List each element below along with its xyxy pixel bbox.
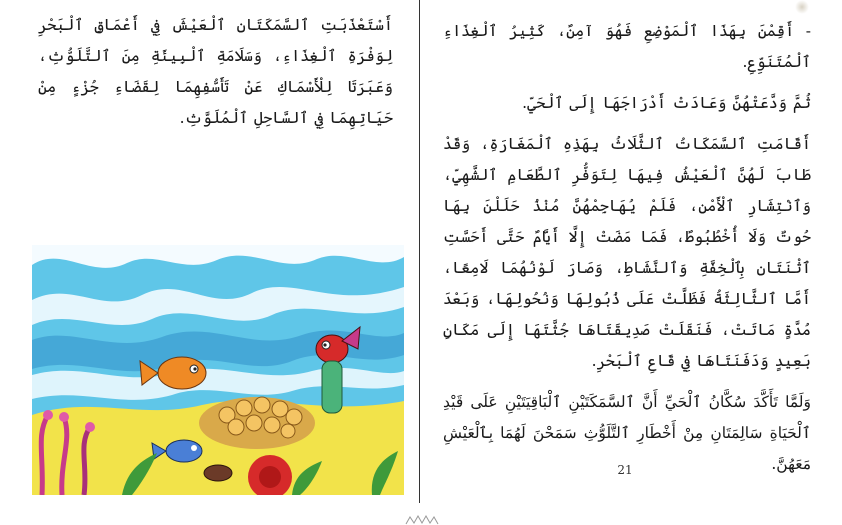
right-paragraph-3: أَقَامَتِ ٱلسَّمَكَاتُ ٱلثَّلَاثُ بِهَذِهِ ٱلْمَغَارَةِ، وَقَدْ طَابَ لَهُنَّ ٱلْعَيْشُ فِيهَا لِتَوَفُّرِ ٱلطَّعَامِ ٱلشَّهِيِّ، وَٱنْتِشَارِ ٱلْأَمْنِ، فَلَمْ يُهَاجِمْهُنَّ مُنْذُ حَلَلْنَ بِهَا حُوتٌ وَلَا أُخْطُبُوطٌ، فَمَا مَضَتْ إِلَّا أَيَّامٌ حَتَّى أَحَسَّتِ ٱثْنَتَانِ بِٱلْخِفَّةِ وَٱلنَّشَاطِ، وَصَارَ لَوْنُهُمَا لَامِعًا، أَمَّا ٱلثَّالِثَةُ فَظَلَّتْ عَلَى ذُبُولِهَا وَنُحُولِهَا، وَبَعْدَ مُدَّةٍ مَاتَتْ، فَنَقَلَتْ صَدِيقَتَاهَا جُثَّتَهَا إِلَى مَكَانٍ بَعِيدٍ وَدَفَنَتَاهَا فِي قَاعِ ٱلْبَحْرِ. xyxy=(443,135,811,370)
right-page-text xyxy=(443,16,811,480)
ornament-icon xyxy=(402,514,442,525)
dark-fish xyxy=(204,465,232,481)
sea-illustration xyxy=(32,245,404,495)
right-paragraph-1: - أَقِمْنَ بِهَذَا ٱلْمَوْضِعِ فَهُوَ آمِنٌ، كَثِيرُ ٱلْغِذَاءِ ٱلْمُتَنَوِّعِ. xyxy=(443,22,811,71)
sea-illustration-svg xyxy=(32,245,404,495)
right-paragraph-2: ثُمَّ وَدَّعَتْهُنَّ وَعَادَتْ أَدْرَاجَهَا إِلَى ٱلْحَيِّ. xyxy=(522,94,811,112)
left-paragraph-1: أَسْتَعْذَبَتِ ٱلسَّمَكَتَانِ ٱلْعَيْشَ فِي أَعْمَاقِ ٱلْبَحْرِ لِوَفْرَةِ ٱلْغِذَاءِ، وَسَلَامَةِ ٱلْبِيئَةِ مِنَ ٱلتَّلَوُّثِ، وَعَبَرَتَا لِلْأَسْمَاكِ عَنْ تَأَسُّفِهِمَا لِقَضَاءِ جُزْءٍ مِنْ حَيَاتِهِمَا فِي ٱلسَّاحِلِ ٱلْمُلَوَّثِ. xyxy=(38,16,393,127)
page-gutter xyxy=(419,0,420,503)
page-number: 21 xyxy=(617,463,633,477)
right-paragraph-4: وَلَمَّا تَأَكَّدَ سُكَّانُ ٱلْحَيِّ أَنَّ ٱلسَّمَكَتَيْنِ ٱلْبَاقِيَتَيْنِ عَلَى قَيْدِ ٱلْحَيَاةِ سَالِمَتَانِ مِنْ أَخْطَارِ ٱلتَّلَوُّثِ سَمَحْنَ لَهُمَا بِٱلْعَيْشِ مَعَهُنَّ. xyxy=(443,393,811,473)
left-page xyxy=(20,0,415,500)
left-page-text xyxy=(38,10,393,134)
right-page xyxy=(423,0,828,500)
rock-pile xyxy=(199,397,315,449)
